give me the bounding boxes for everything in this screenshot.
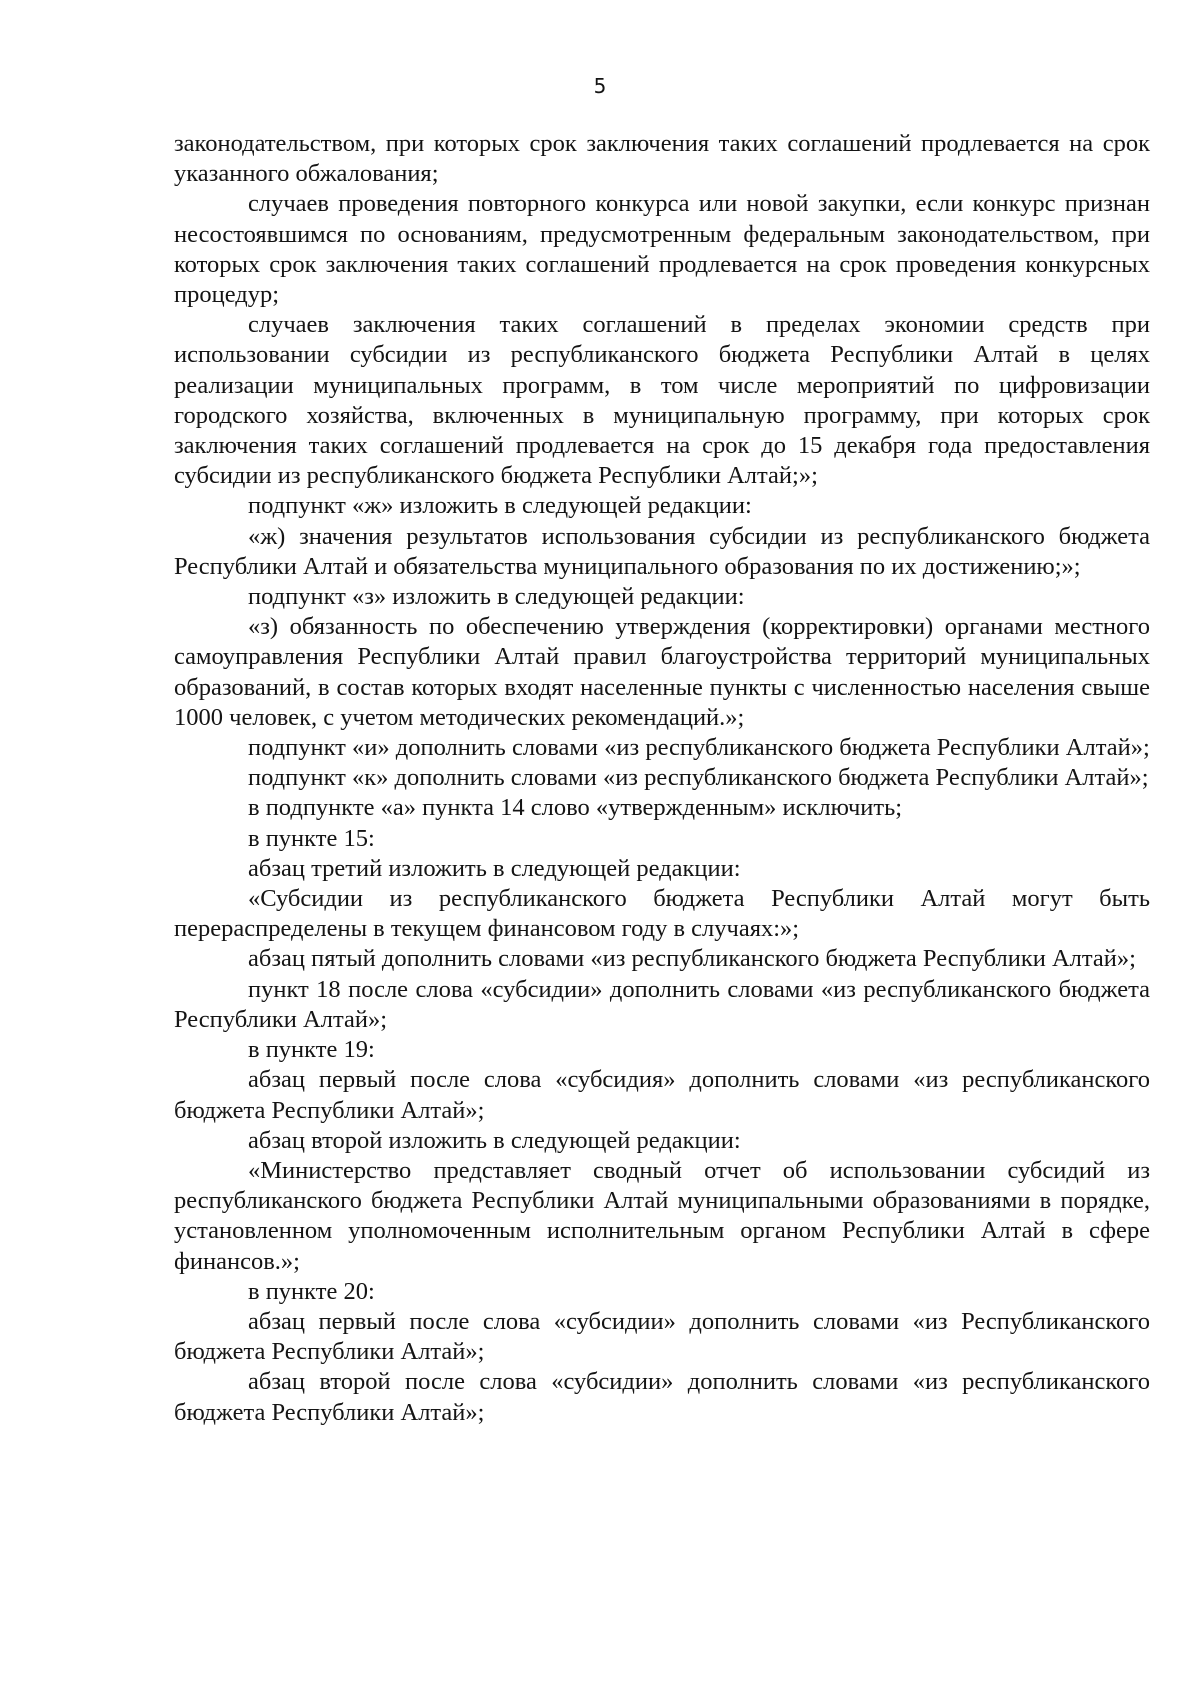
paragraph: подпункт «з» изложить в следующей редакции: (248, 583, 745, 611)
paragraph: случаев проведения повторного конкурса или новой закупки, если конкурс признан несостоявшимся по основаниям, предусмотренным федеральным законодательством, при которых срок заключения таких соглашений продлевается на срок проведения конкурсных процедур; (174, 190, 1150, 309)
paragraph: «ж) значения результатов использования субсидии из республиканского бюджета Республики Алтай и обязательства муниципального образования по их достижению;»; (174, 522, 1150, 580)
paragraph: абзац второй изложить в следующей редакции: (248, 1126, 741, 1154)
paragraph: абзац пятый дополнить словами «из республиканского бюджета Республики Алтай»; (248, 945, 1136, 973)
paragraph: пункт 18 после слова «субсидии» дополнить словами «из республиканского бюджета Республики Алтай»; (174, 975, 1150, 1033)
paragraph: в пункте 15: (248, 824, 375, 852)
paragraph: абзац первый после слова «субсидии» дополнить словами «из Республиканского бюджета Республики Алтай»; (174, 1307, 1150, 1366)
paragraph: законодательством, при которых срок заключения таких соглашений продлевается на срок указанного обжалования; (174, 130, 1150, 188)
document-body (174, 129, 1150, 1428)
paragraph: в пункте 19: (248, 1036, 375, 1064)
paragraph: «Министерство представляет сводный отчет об использовании субсидий из республиканского бюджета Республики Алтай муниципальными образованиями в порядке, установленном уполномоченным исполнительным органом Республики Алтай в сфере финансов.»; (174, 1156, 1150, 1275)
paragraph: абзац первый после слова «субсидия» дополнить словами «из республиканского бюджета Республики Алтай»; (174, 1066, 1150, 1124)
paragraph: абзац второй после слова «субсидии» дополнить словами «из республиканского бюджета Республики Алтай»; (174, 1368, 1150, 1426)
paragraph: в пункте 20: (248, 1277, 375, 1305)
paragraph: «з) обязанность по обеспечению утверждения (корректировки) органами местного самоуправления Республики Алтай правил благоустройства территорий муниципальных образований, в состав которых входят населенные пункты с численностью населения свыше 1000 человек, с учетом методических рекомендаций.»; (174, 613, 1150, 731)
paragraph: абзац третий изложить в следующей редакции: (248, 854, 741, 882)
paragraph: случаев заключения таких соглашений в пределах экономии средств при использовании субсидии из республиканского бюджета Республики Алтай в целях реализации муниципальных программ, в том числе мероприятий по цифровизации городского хозяйства, включенных в муниципальную программу, при которых срок заключения таких соглашений продлевается на срок до 15 декабря года предоставления субсидии из республиканского бюджета Республики Алтай;»; (174, 311, 1150, 490)
paragraph: подпункт «ж» изложить в следующей редакции: (248, 492, 752, 520)
paragraph: в подпункте «а» пункта 14 слово «утвержденным» исключить; (248, 794, 903, 822)
page-number: 5 (593, 74, 607, 98)
paragraph: подпункт «к» дополнить словами «из республиканского бюджета Республики Алтай»; (248, 764, 1149, 792)
paragraph: «Субсидии из республиканского бюджета Республики Алтай могут быть перераспределены в текущем финансовом году в случаях:»; (174, 885, 1150, 943)
paragraph: подпункт «и» дополнить словами «из республиканского бюджета Республики Алтай»; (248, 734, 1150, 762)
